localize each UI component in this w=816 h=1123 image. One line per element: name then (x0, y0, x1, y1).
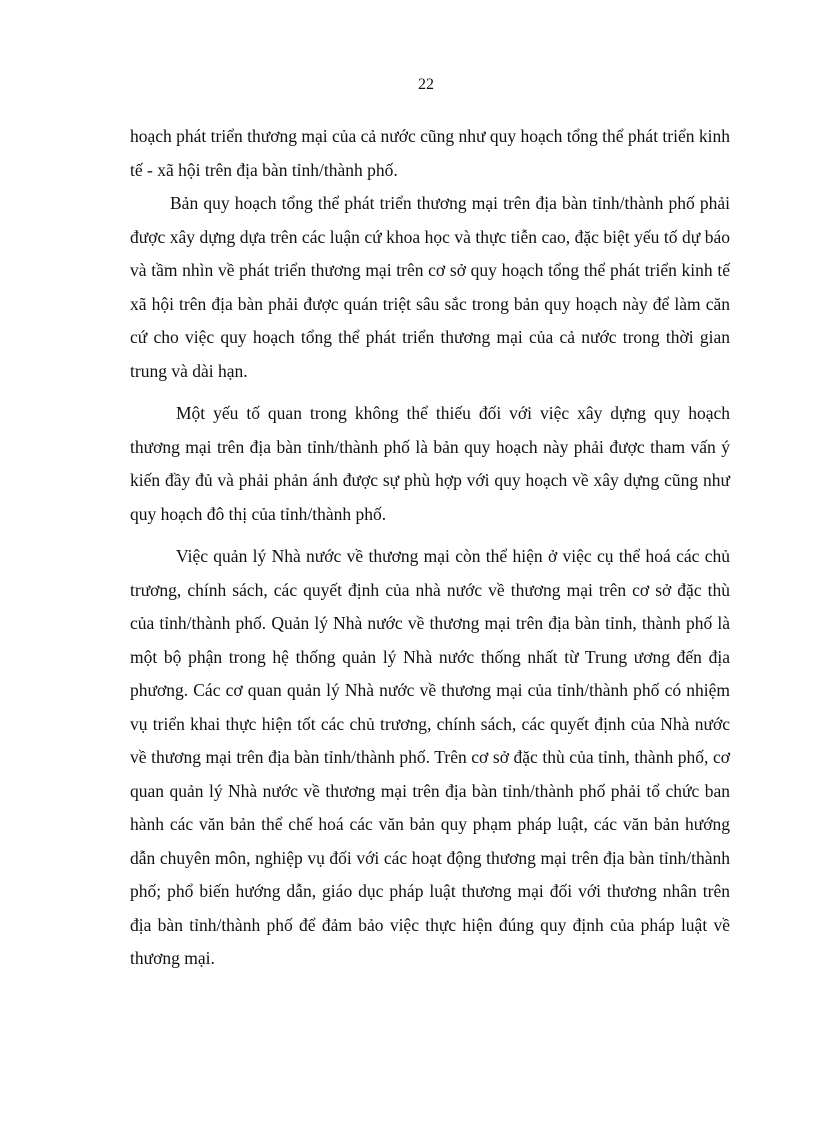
paragraph-master-plan: Bản quy hoạch tổng thể phát triển thương mại trên địa bàn tỉnh/thành phố phải được xây dựng dựa trên các luận cứ khoa học và thực tiễn cao, đặc biệt yếu tố dự báo và tầm nhìn về phát triển thương mại trên cơ sở quy hoạch tổng thể phát triển kinh tế xã hội trên địa bàn phải được quán triệt sâu sắc trong bản quy hoạch này để làm căn cứ cho việc quy hoạch tổng thể phát triển thương mại của cả nước trong thời gian trung và dài hạn. (130, 193, 730, 381)
paragraph-continuation: hoạch phát triển thương mại của cả nước cũng như quy hoạch tổng thể phát triển kinh tế - xã hội trên địa bàn tỉnh/thành phố. (130, 126, 730, 180)
paragraph-state-management: Việc quản lý Nhà nước về thương mại còn thể hiện ở việc cụ thể hoá các chủ trương, chính sách, các quyết định của nhà nước về thương mại trên cơ sở đặc thù của tỉnh/thành phố. Quản lý Nhà nước về thương mại trên địa bàn tỉnh, thành phố là một bộ phận trong hệ thống quản lý Nhà nước thống nhất từ Trung ương đến địa phương. Các cơ quan quản lý Nhà nước về thương mại của tỉnh/thành phố có nhiệm vụ triển khai thực hiện tốt các chủ trương, chính sách, các quyết định của Nhà nước về thương mại trên địa bàn tỉnh/thành phố. Trên cơ sở đặc thù của tỉnh, thành phố, cơ quan quản lý Nhà nước về thương mại trên địa bàn tỉnh/thành phố phải tổ chức ban hành các văn bản thể chế hoá các văn bản quy phạm pháp luật, các văn bản hướng dẫn chuyên môn, nghiệp vụ đối với các hoạt động thương mại trên địa bàn tỉnh/thành phố; phổ biến hướng dẫn, giáo dục pháp luật thương mại đối với thương nhân trên địa bàn tỉnh/thành phố để đảm bảo việc thực hiện đúng quy định của pháp luật về thương mại. (130, 546, 730, 968)
page-number: 22 (418, 76, 434, 93)
paragraph-consultation: Một yếu tố quan trong không thể thiếu đối với việc xây dựng quy hoạch thương mại trên địa bàn tỉnh/thành phố là bản quy hoạch này phải được tham vấn ý kiến đầy đủ và phải phản ánh được sự phù hợp với quy hoạch về xây dựng cũng như quy hoạch đô thị của tỉnh/thành phố. (130, 403, 730, 524)
body-text (130, 120, 730, 976)
